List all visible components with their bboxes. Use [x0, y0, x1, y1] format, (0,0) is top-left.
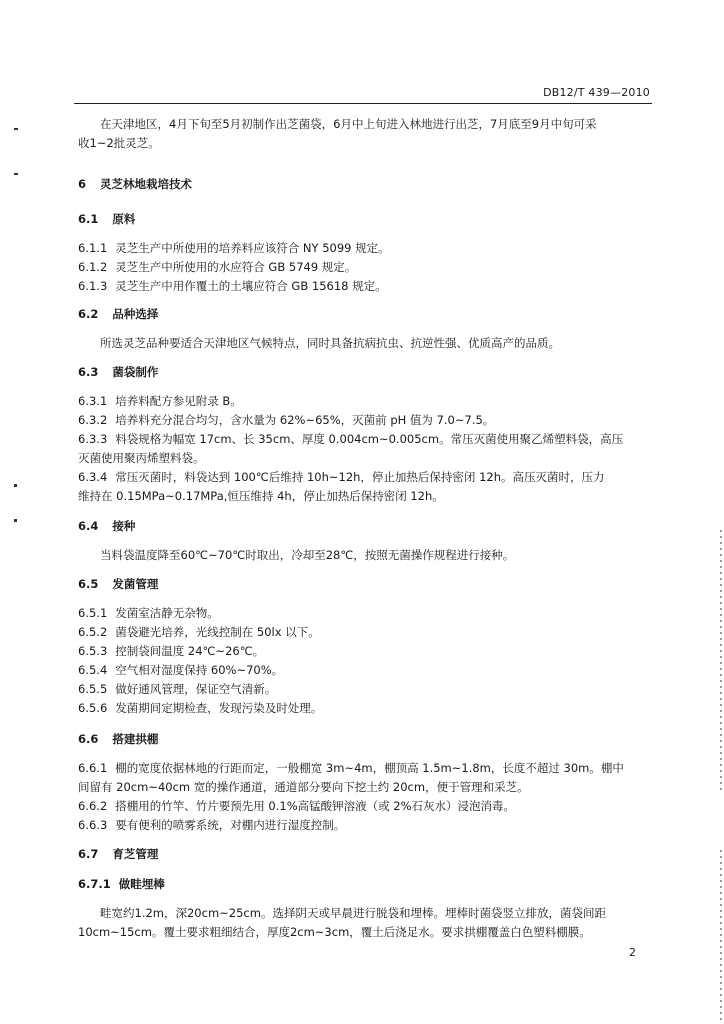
section-6-heading: [78, 176, 654, 192]
clause-text: 空气相对湿度保持 60%~70%。: [115, 663, 284, 677]
standard-code: DB12/T 439—2010: [543, 86, 650, 99]
right-edge-scan-dots: [720, 850, 722, 1020]
clause-text: 控制袋间温度 24℃~26℃。: [115, 644, 265, 658]
clause-6-3-4-continued: 维持在 0.15MPa~0.17MPa,恒压维持 4h，停止加热后保持密闭 12h。: [78, 489, 444, 503]
clause-text: 搭棚用的竹竿、竹片要预先用 0.1%高锰酸钾溶液（或 2%石灰水）浸泡消毒。: [115, 799, 516, 813]
clause-6-5-3: [78, 643, 654, 659]
section-number: 6.3: [78, 365, 99, 379]
right-edge-scan-dots: [720, 530, 722, 790]
page-number: 2: [629, 946, 636, 959]
clause-number: 6.6.1: [78, 761, 108, 775]
section-title: 品种选择: [112, 307, 159, 321]
margin-mark: [14, 128, 18, 130]
margin-mark: [14, 519, 17, 522]
header-rule: [74, 103, 652, 104]
section-title: 接种: [112, 519, 136, 533]
clause-text: 灵芝生产中所使用的培养料应该符合 NY 5099 规定。: [115, 241, 390, 255]
clause-text: 发菌期间定期检查，发现污染及时处理。: [115, 701, 323, 715]
section-title: 原料: [112, 212, 136, 226]
clause-number: 6.5.1: [78, 606, 108, 620]
clause-6-3-1: [78, 393, 654, 409]
section-number: 6: [78, 177, 87, 191]
clause-6-3-3: [78, 431, 654, 447]
clause-6-5-2: [78, 624, 654, 640]
clause-6-5-5: [78, 681, 654, 697]
clause-6-5-4: [78, 662, 654, 678]
intro-paragraph-line-2: 收1~2批灵芝。: [78, 136, 160, 150]
clause-6-7-1-text: 畦宽约1.2m，深20cm~25cm。选择阴天或早晨进行脱袋和埋棒。埋棒时菌袋竖立排放，菌袋间距: [100, 906, 606, 920]
clause-text: 培养料充分混合均匀，含水量为 62%~65%，灭菌前 pH 值为 7.0~7.5。: [115, 413, 495, 427]
section-6-3-heading: [78, 364, 654, 380]
clause-text: 料袋规格为幅宽 17cm、长 35cm、厚度 0.004cm~0.005cm。常压灭菌使用聚乙烯塑料袋，高压: [115, 432, 624, 446]
clause-6-6-2: [78, 798, 654, 814]
clause-6-6-1: [78, 760, 654, 776]
section-6-1-heading: [78, 211, 654, 227]
clause-number: 6.1.1: [78, 241, 108, 255]
section-6-5-heading: [78, 576, 654, 592]
margin-mark: [14, 173, 18, 175]
clause-6-1-1: [78, 240, 654, 256]
clause-text: 培养料配方参见附录 B。: [115, 394, 242, 408]
clause-text: 灵芝生产中所使用的水应符合 GB 5749 规定。: [115, 260, 357, 274]
clause-6-1-2: [78, 259, 654, 275]
clause-number: 6.6.3: [78, 818, 108, 832]
clause-6-7-1-heading: [78, 876, 654, 892]
clause-number: 6.3.2: [78, 413, 108, 427]
clause-number: 6.3.3: [78, 432, 108, 446]
section-title: 灵芝林地栽培技术: [100, 177, 193, 191]
clause-number: 6.1.3: [78, 279, 108, 293]
section-6-2-heading: [78, 306, 654, 322]
clause-title: 做畦埋棒: [118, 877, 165, 891]
clause-number: 6.5.3: [78, 644, 108, 658]
clause-number: 6.6.2: [78, 799, 108, 813]
margin-mark: [14, 484, 17, 487]
clause-6-6-3: [78, 817, 654, 833]
section-number: 6.6: [78, 732, 99, 746]
clause-number: 6.5.4: [78, 663, 108, 677]
clause-6-5-1: [78, 605, 654, 621]
clause-number: 6.7.1: [78, 877, 111, 891]
section-6-7-heading: [78, 846, 654, 862]
clause-6-6-1-continued: 间留有 20cm~40cm 宽的操作通道，通道部分要向下挖土约 20cm，便于管理和采芝。: [78, 780, 529, 794]
clause-number: 6.3.1: [78, 394, 108, 408]
clause-number: 6.5.2: [78, 625, 108, 639]
section-title: 菌袋制作: [112, 365, 159, 379]
section-title: 发菌管理: [112, 577, 159, 591]
section-number: 6.2: [78, 307, 99, 321]
clause-6-7-1-continued: 10cm~15cm。覆土要求粗细结合，厚度2cm~3cm，覆土后浇足水。要求拱棚覆盖白色塑料棚膜。: [78, 925, 591, 939]
clause-6-3-2: [78, 412, 654, 428]
section-6-2-text: 所选灵芝品种要适合天津地区气候特点，同时具备抗病抗虫、抗逆性强、优质高产的品质。: [100, 336, 560, 350]
clause-number: 6.3.4: [78, 470, 108, 484]
clause-text: 灵芝生产中用作覆土的土壤应符合 GB 15618 规定。: [115, 279, 387, 293]
section-title: 搭建拱棚: [112, 732, 159, 746]
clause-6-5-6: [78, 700, 654, 716]
clause-text: 做好通风管理，保证空气清新。: [115, 682, 277, 696]
section-number: 6.1: [78, 212, 99, 226]
clause-text: 要有便利的喷雾系统，对棚内进行湿度控制。: [115, 818, 346, 832]
clause-number: 6.5.5: [78, 682, 108, 696]
clause-text: 菌袋避光培养，光线控制在 50lx 以下。: [115, 625, 320, 639]
section-6-4-heading: [78, 518, 654, 534]
clause-number: 6.5.6: [78, 701, 108, 715]
clause-text: 常压灭菌时，料袋达到 100℃后维持 10h~12h，停止加热后保持密闭 12h。高压灭菌时，压力: [115, 470, 605, 484]
clause-text: 棚的宽度依据林地的行距而定，一般棚宽 3m~4m，棚顶高 1.5m~1.8m，长度不超过 30m。棚中: [115, 761, 624, 775]
section-number: 6.4: [78, 519, 99, 533]
section-number: 6.7: [78, 847, 99, 861]
clause-text: 发菌室洁静无杂物。: [115, 606, 219, 620]
clause-number: 6.1.2: [78, 260, 108, 274]
intro-paragraph-line-1: 在天津地区，4月下旬至5月初制作出芝菌袋，6月中上旬进入林地进行出芝，7月底至9月中旬可采: [100, 117, 597, 131]
section-title: 育芝管理: [112, 847, 159, 861]
section-6-6-heading: [78, 731, 654, 747]
clause-6-3-3-continued: 灭菌使用聚丙烯塑料袋。: [78, 451, 205, 465]
clause-6-1-3: [78, 278, 654, 294]
section-6-4-text: 当料袋温度降至60℃~70℃时取出，冷却至28℃，按照无菌操作规程进行接种。: [100, 548, 515, 562]
clause-6-3-4: [78, 469, 654, 485]
section-number: 6.5: [78, 577, 99, 591]
